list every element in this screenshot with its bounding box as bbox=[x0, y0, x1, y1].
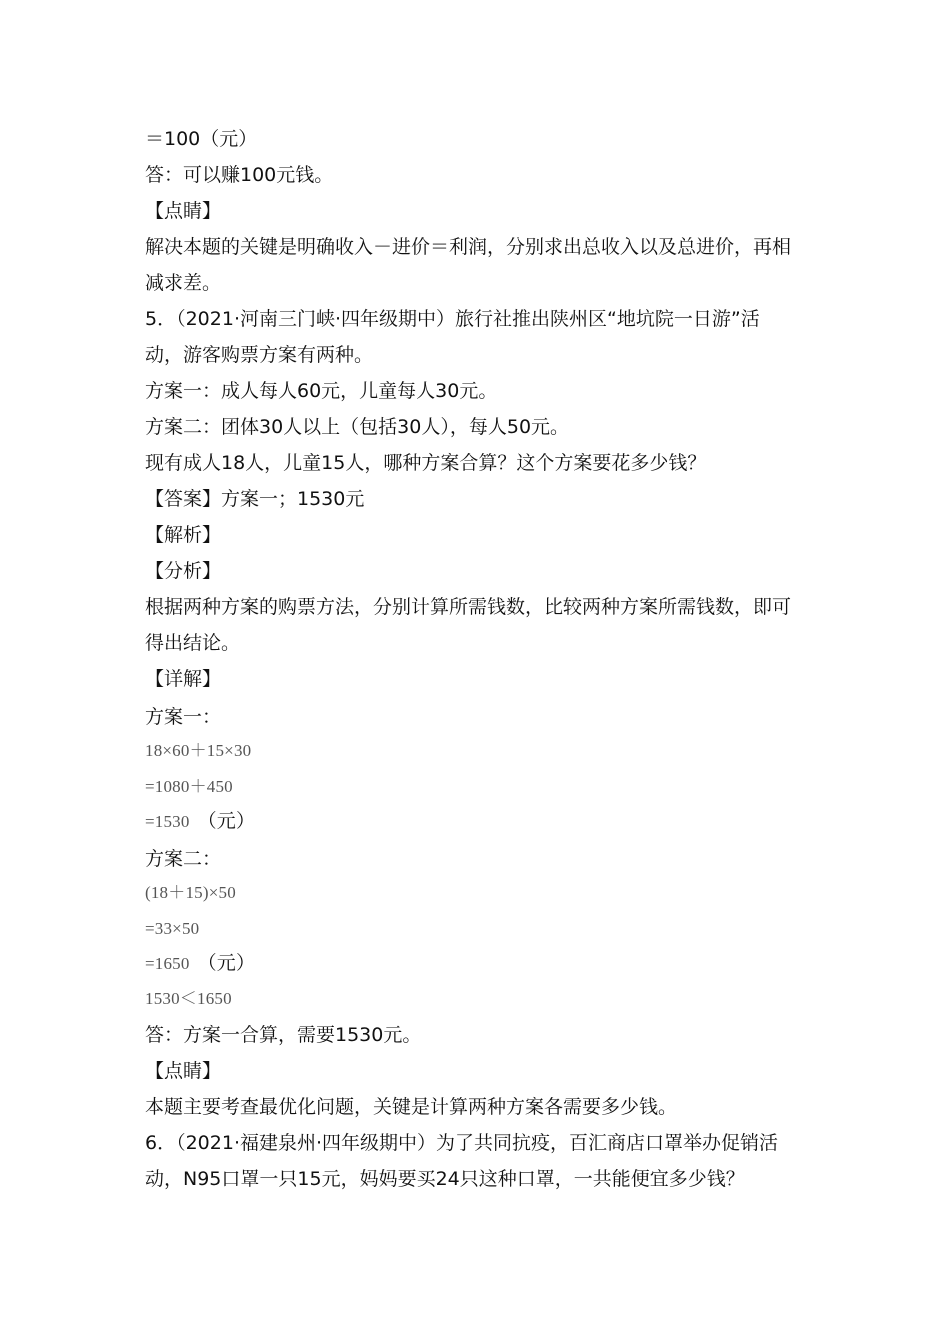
math-line bbox=[145, 880, 236, 906]
math-line bbox=[145, 808, 255, 835]
question-5: 5．（2021·河南三门峡·四年级期中）旅行社推出陕州区“地坑院一日游”活 bbox=[145, 308, 760, 330]
answer-line: 【答案】方案一；1530元 bbox=[145, 488, 365, 510]
text-line: 得出结论。 bbox=[145, 632, 241, 654]
unit-label: （元） bbox=[197, 952, 256, 974]
math-expression: =1080＋450 bbox=[145, 777, 233, 796]
math-line bbox=[145, 774, 233, 800]
text-line: 本题主要考查最优化问题，关键是计算两种方案各需要多少钱。 bbox=[145, 1096, 678, 1118]
math-line bbox=[145, 986, 232, 1012]
text-line: 方案一：成人每人60元，儿童每人30元。 bbox=[145, 380, 498, 402]
text-line: 答：方案一合算，需要1530元。 bbox=[145, 1024, 422, 1046]
text-line: 方案二： bbox=[145, 848, 222, 870]
text-line: 动，N95口罩一只15元，妈妈要买24只这种口罩，一共能便宜多少钱？ bbox=[145, 1168, 745, 1190]
question-6: 6．（2021·福建泉州·四年级期中）为了共同抗疫，百汇商店口罩举办促销活 bbox=[145, 1132, 779, 1154]
text-line: 减求差。 bbox=[145, 272, 222, 294]
math-expression: =1530 bbox=[145, 812, 190, 831]
unit-label: （元） bbox=[197, 810, 256, 832]
math-expression: (18＋15)×50 bbox=[145, 883, 236, 902]
math-line bbox=[145, 916, 199, 942]
text-line: 动，游客购票方案有两种。 bbox=[145, 344, 374, 366]
text-line: 方案二：团体30人以上（包括30人），每人50元。 bbox=[145, 416, 570, 438]
math-line bbox=[145, 950, 255, 977]
text-line: 根据两种方案的购票方法，分别计算所需钱数，比较两种方案所需钱数，即可 bbox=[145, 596, 792, 618]
section-heading: 【点睛】 bbox=[145, 1060, 222, 1082]
section-heading: 【详解】 bbox=[145, 668, 222, 690]
text-line: 方案一： bbox=[145, 706, 222, 728]
math-expression: =33×50 bbox=[145, 919, 200, 938]
text-line: ＝100（元） bbox=[145, 128, 258, 150]
math-expression: 18×60＋15×30 bbox=[145, 741, 252, 760]
math-line bbox=[145, 738, 251, 764]
math-expression: 1530＜1650 bbox=[145, 989, 232, 1008]
section-heading: 【点睛】 bbox=[145, 200, 222, 222]
text-line: 解决本题的关键是明确收入－进价＝利润，分别求出总收入以及总进价，再相 bbox=[145, 236, 792, 258]
text-line: 现有成人18人，儿童15人，哪种方案合算？这个方案要花多少钱？ bbox=[145, 452, 707, 474]
section-heading: 【解析】 bbox=[145, 524, 222, 546]
math-expression: =1650 bbox=[145, 954, 190, 973]
text-line: 答：可以赚100元钱。 bbox=[145, 164, 334, 186]
section-heading: 【分析】 bbox=[145, 560, 222, 582]
